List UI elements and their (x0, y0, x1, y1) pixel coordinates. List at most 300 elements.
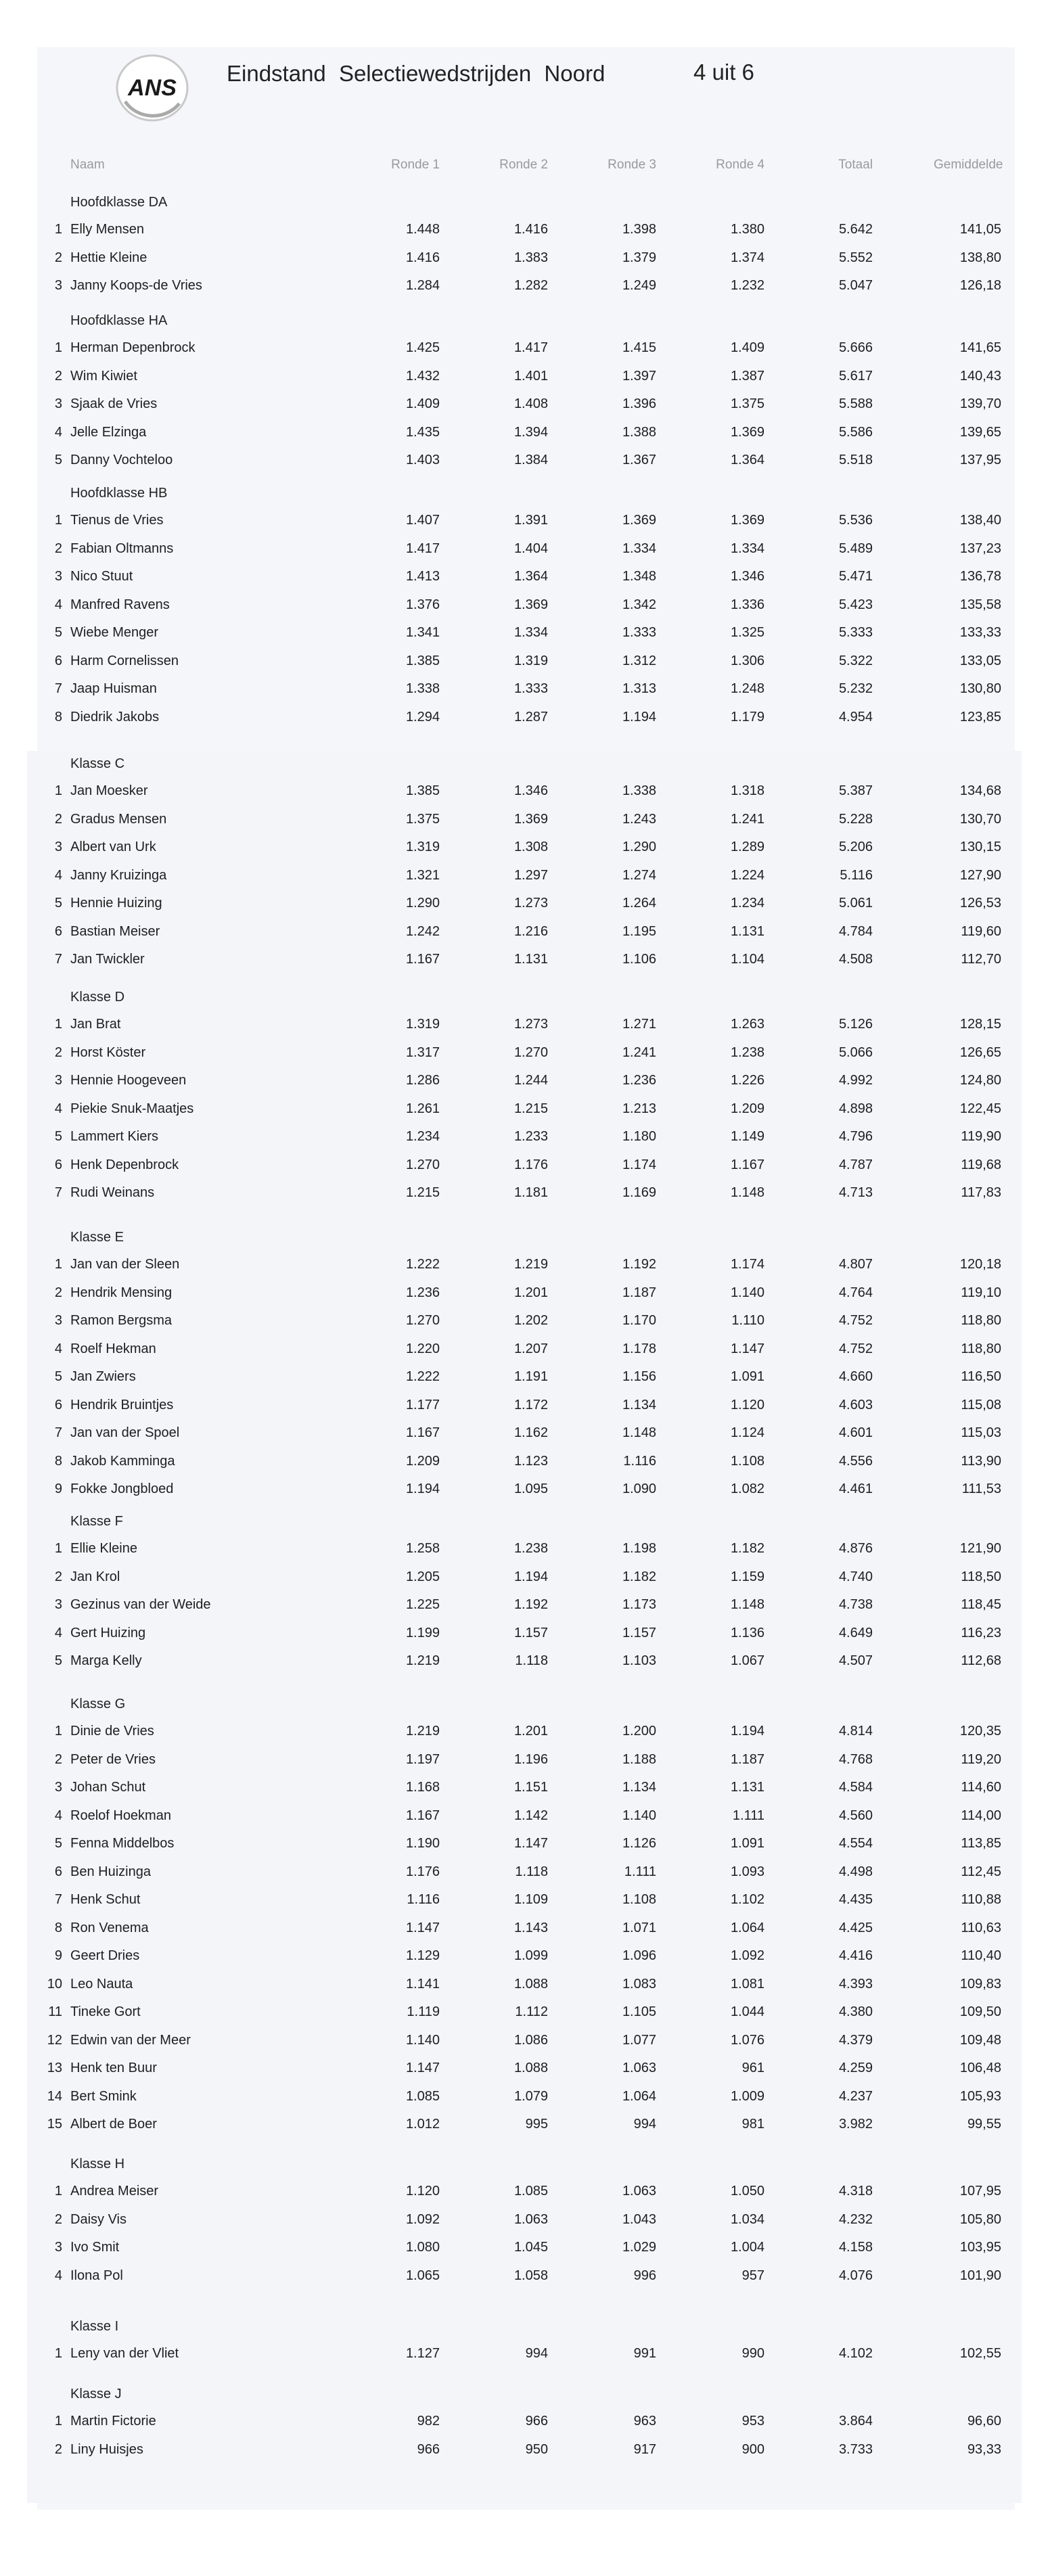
table-row (0, 1448, 1050, 1474)
table-row (0, 2437, 1050, 2462)
cell-ronde-1: 1.140 (405, 2032, 440, 2048)
cell-totaal: 5.322 (838, 653, 873, 668)
table-row (0, 273, 1050, 298)
cell-rank: 2 (54, 1569, 62, 1584)
cell-rank: 2 (54, 1751, 62, 1767)
cell-rank: 3 (54, 1597, 62, 1612)
cell-ronde-4: 1.148 (730, 1597, 764, 1612)
cell-player-name: Andrea Meiser (70, 2184, 159, 2199)
table-row (0, 1420, 1050, 1446)
cell-player-name: Ivo Smit (70, 2240, 120, 2255)
cell-ronde-1: 1.258 (405, 1541, 440, 1556)
cell-ronde-2: 1.147 (513, 1836, 548, 1851)
cell-rank: 3 (54, 396, 62, 411)
cell-ronde-1: 1.222 (405, 1369, 440, 1384)
cell-ronde-1: 1.120 (405, 2184, 440, 2199)
cell-ronde-4: 1.102 (730, 1892, 764, 1907)
cell-ronde-1: 1.319 (405, 840, 440, 854)
cell-ronde-4: 1.082 (730, 1481, 764, 1496)
cell-ronde-3: 1.338 (622, 783, 656, 798)
cell-player-name: Ben Huizinga (70, 1864, 151, 1879)
cell-ronde-4: 1.187 (730, 1751, 764, 1767)
cell-ronde-3: 1.178 (622, 1341, 656, 1356)
cell-ronde-2: 1.394 (513, 424, 548, 440)
cell-ronde-2: 1.181 (513, 1185, 548, 1200)
cell-rank: 4 (54, 1625, 62, 1640)
cell-gemiddelde: 119,68 (961, 1157, 1001, 1172)
cell-ronde-1: 1.194 (405, 1481, 440, 1496)
cell-totaal: 5.228 (838, 811, 873, 827)
cell-ronde-1: 1.425 (405, 340, 440, 355)
group-heading: Klasse E (70, 1230, 124, 1245)
cell-totaal: 4.601 (838, 1425, 873, 1440)
cell-player-name: Daisy Vis (70, 2211, 127, 2227)
cell-player-name: Marga Kelly (70, 1653, 142, 1668)
cell-rank: 3 (54, 1780, 62, 1795)
cell-ronde-3: 1.134 (622, 1780, 656, 1795)
page-title: Eindstand Selectiewedstrijden Noord (227, 61, 606, 86)
cell-ronde-1: 1.065 (405, 2268, 440, 2283)
cell-ronde-1: 1.085 (405, 2088, 440, 2104)
cell-ronde-2: 1.088 (513, 2061, 548, 2075)
cell-ronde-4: 1.387 (730, 368, 764, 384)
cell-gemiddelde: 134,68 (959, 783, 1001, 798)
cell-totaal: 5.552 (838, 250, 873, 265)
cell-gemiddelde: 122,45 (959, 1101, 1001, 1116)
group-heading: Klasse D (70, 990, 125, 1005)
cell-rank: 1 (54, 513, 62, 528)
table-row (0, 1364, 1050, 1389)
cell-rank: 2 (54, 811, 62, 827)
cell-totaal: 5.047 (838, 278, 873, 293)
table-row (0, 2055, 1050, 2081)
cell-totaal: 4.660 (838, 1369, 873, 1384)
cell-player-name: Ron Venema (70, 1920, 149, 1935)
cell-totaal: 4.158 (838, 2240, 873, 2255)
cell-rank: 5 (54, 1369, 62, 1384)
cell-totaal: 4.954 (838, 709, 873, 724)
table-row (0, 1592, 1050, 1617)
cell-player-name: Hettie Kleine (70, 250, 147, 265)
cell-totaal: 4.102 (838, 2346, 873, 2361)
cell-ronde-2: 1.416 (513, 222, 548, 237)
cell-ronde-1: 1.341 (405, 625, 440, 640)
cell-ronde-1: 1.197 (405, 1751, 440, 1767)
cell-ronde-4: 1.044 (730, 2004, 764, 2019)
table-row (0, 1308, 1050, 1333)
cell-ronde-2: 1.308 (513, 840, 548, 854)
cell-totaal: 5.206 (838, 840, 873, 854)
cell-player-name: Jan Moesker (70, 783, 148, 798)
table-row (0, 2084, 1050, 2109)
cell-rank: 4 (54, 1808, 62, 1823)
cell-gemiddelde: 109,83 (959, 1976, 1001, 1992)
cell-gemiddelde: 112,45 (961, 1864, 1001, 1879)
cell-rank: 4 (54, 1101, 62, 1116)
cell-rank: 11 (48, 2004, 62, 2019)
cell-ronde-4: 953 (741, 2414, 764, 2429)
cell-totaal: 4.752 (838, 1341, 873, 1356)
table-row (0, 2207, 1050, 2232)
table-row (0, 862, 1050, 888)
table-row (0, 890, 1050, 916)
cell-ronde-3: 1.169 (622, 1185, 656, 1200)
cell-totaal: 4.237 (838, 2088, 873, 2104)
table-row (0, 1152, 1050, 1178)
cell-gemiddelde: 119,20 (961, 1751, 1001, 1767)
cell-ronde-4: 1.380 (730, 222, 764, 237)
cell-ronde-3: 991 (633, 2346, 656, 2361)
cell-totaal: 4.649 (838, 1625, 873, 1640)
cell-ronde-2: 1.157 (513, 1625, 548, 1640)
cell-ronde-2: 1.196 (513, 1751, 548, 1767)
cell-ronde-4: 1.108 (730, 1453, 764, 1469)
cell-ronde-4: 961 (741, 2061, 764, 2075)
cell-rank: 7 (54, 681, 62, 696)
cell-ronde-3: 1.173 (622, 1597, 656, 1612)
cell-gemiddelde: 112,70 (961, 952, 1001, 967)
cell-ronde-3: 1.415 (622, 340, 656, 355)
cell-totaal: 4.259 (838, 2061, 873, 2075)
cell-player-name: Henk Depenbrock (70, 1157, 179, 1172)
cell-ronde-3: 1.108 (622, 1892, 656, 1907)
cell-ronde-3: 1.243 (622, 811, 656, 827)
cell-ronde-1: 1.167 (405, 1808, 440, 1823)
cell-ronde-1: 1.234 (405, 1129, 440, 1144)
cell-ronde-1: 1.209 (405, 1453, 440, 1469)
cell-totaal: 5.588 (838, 396, 873, 411)
cell-ronde-4: 1.318 (730, 783, 764, 798)
cell-rank: 8 (54, 709, 62, 724)
cell-totaal: 4.807 (838, 1257, 873, 1272)
cell-rank: 1 (54, 783, 62, 798)
cell-ronde-4: 1.167 (730, 1157, 764, 1172)
cell-ronde-1: 1.141 (405, 1976, 440, 1992)
cell-ronde-3: 1.333 (622, 625, 656, 640)
cell-ronde-3: 1.367 (622, 453, 656, 467)
cell-ronde-1: 1.294 (405, 709, 440, 724)
cell-ronde-4: 990 (741, 2346, 764, 2361)
cell-ronde-4: 957 (741, 2268, 764, 2283)
table-row (0, 1648, 1050, 1674)
cell-totaal: 4.380 (838, 2004, 873, 2019)
cell-gemiddelde: 109,48 (959, 2032, 1001, 2048)
cell-totaal: 5.116 (840, 867, 873, 883)
cell-gemiddelde: 140,43 (959, 368, 1001, 384)
cell-ronde-2: 1.364 (513, 569, 548, 584)
cell-ronde-2: 1.112 (515, 2004, 548, 2019)
cell-ronde-3: 1.106 (622, 952, 656, 967)
cell-totaal: 4.768 (838, 1751, 873, 1767)
cell-rank: 2 (54, 540, 62, 556)
cell-ronde-4: 1.194 (730, 1724, 764, 1739)
cell-ronde-3: 1.096 (622, 1948, 656, 1963)
cell-ronde-2: 1.192 (513, 1597, 548, 1612)
cell-gemiddelde: 120,35 (959, 1724, 1001, 1739)
cell-gemiddelde: 133,33 (959, 625, 1001, 640)
round-info: 4 uit 6 (693, 60, 754, 85)
table-row (0, 1887, 1050, 1912)
cell-player-name: Sjaak de Vries (70, 396, 158, 411)
cell-rank: 15 (47, 2117, 62, 2132)
cell-ronde-2: 1.086 (513, 2032, 548, 2048)
table-row (0, 1180, 1050, 1205)
cell-player-name: Janny Koops-de Vries (70, 278, 202, 293)
cell-ronde-3: 1.342 (622, 597, 656, 612)
table-row (0, 1392, 1050, 1418)
cell-rank: 1 (54, 1541, 62, 1556)
cell-rank: 4 (54, 867, 62, 883)
cell-player-name: Nico Stuut (70, 569, 133, 584)
cell-totaal: 4.318 (838, 2184, 873, 2199)
cell-ronde-4: 1.124 (730, 1425, 764, 1440)
cell-ronde-2: 1.123 (513, 1453, 548, 1469)
cell-player-name: Fokke Jongbloed (70, 1481, 174, 1496)
cell-ronde-4: 1.050 (730, 2184, 764, 2199)
cell-ronde-2: 1.273 (513, 1017, 548, 1032)
cell-ronde-4: 1.232 (730, 278, 764, 293)
cell-rank: 3 (54, 1073, 62, 1088)
cell-gemiddelde: 126,18 (959, 278, 1001, 293)
cell-gemiddelde: 101,90 (959, 2268, 1001, 2283)
cell-gemiddelde: 118,80 (961, 1341, 1001, 1356)
cell-ronde-3: 1.063 (622, 2184, 656, 2199)
cell-gemiddelde: 105,93 (959, 2088, 1001, 2104)
cell-ronde-1: 982 (417, 2414, 440, 2429)
cell-ronde-4: 1.111 (732, 1808, 764, 1823)
cell-ronde-2: 1.287 (513, 709, 548, 724)
cell-totaal: 4.393 (838, 1976, 873, 1992)
cell-ronde-4: 1.009 (730, 2088, 764, 2104)
cell-ronde-1: 1.092 (405, 2211, 440, 2227)
cell-ronde-2: 1.201 (513, 1724, 548, 1739)
cell-ronde-2: 1.333 (513, 681, 548, 696)
cell-rank: 2 (54, 368, 62, 384)
cell-ronde-4: 981 (741, 2117, 764, 2132)
cell-player-name: Jan Brat (70, 1017, 121, 1032)
cell-player-name: Danny Vochteloo (70, 453, 173, 467)
cell-ronde-1: 1.435 (405, 424, 440, 440)
table-row (0, 2263, 1050, 2288)
cell-ronde-3: 963 (633, 2414, 656, 2429)
cell-ronde-3: 1.274 (622, 867, 656, 883)
cell-gemiddelde: 126,65 (959, 1044, 1001, 1060)
cell-ronde-3: 1.116 (623, 1453, 656, 1469)
cell-player-name: Jakob Kamminga (70, 1453, 175, 1469)
cell-gemiddelde: 139,65 (959, 424, 1001, 440)
cell-player-name: Jan Krol (70, 1569, 120, 1584)
table-row (0, 335, 1050, 361)
cell-ronde-2: 1.391 (513, 513, 548, 528)
group-heading: Hoofdklasse DA (70, 195, 168, 210)
cell-gemiddelde: 137,95 (959, 453, 1001, 467)
cell-rank: 8 (54, 1920, 62, 1935)
cell-ronde-2: 1.273 (513, 896, 548, 911)
cell-ronde-3: 1.170 (622, 1313, 656, 1328)
cell-ronde-1: 1.286 (405, 1073, 440, 1088)
cell-gemiddelde: 130,15 (959, 840, 1001, 854)
column-header-ronde-1: Ronde 1 (391, 158, 440, 172)
cell-ronde-4: 1.149 (730, 1129, 764, 1144)
group-heading: Hoofdklasse HB (70, 486, 168, 501)
column-header-gemiddelde: Gemiddelde (934, 158, 1003, 172)
cell-ronde-2: 1.131 (513, 952, 548, 967)
cell-rank: 10 (47, 1976, 62, 1992)
cell-rank: 2 (54, 2441, 62, 2457)
cell-ronde-3: 1.198 (622, 1541, 656, 1556)
cell-totaal: 4.232 (838, 2211, 873, 2227)
cell-ronde-3: 1.369 (622, 513, 656, 528)
cell-player-name: Tineke Gort (70, 2004, 141, 2019)
cell-ronde-3: 1.264 (622, 896, 656, 911)
table-row (0, 1859, 1050, 1885)
cell-ronde-2: 1.079 (513, 2088, 548, 2104)
cell-rank: 8 (54, 1453, 62, 1469)
cell-ronde-1: 1.376 (405, 597, 440, 612)
cell-ronde-1: 1.417 (405, 540, 440, 556)
cell-player-name: Hennie Huizing (70, 896, 162, 911)
cell-ronde-4: 1.131 (730, 923, 764, 939)
cell-rank: 6 (54, 1157, 62, 1172)
cell-ronde-2: 1.095 (513, 1481, 548, 1496)
cell-gemiddelde: 119,60 (961, 923, 1001, 939)
cell-ronde-4: 1.147 (730, 1341, 764, 1356)
column-header-ronde-2: Ronde 2 (499, 158, 548, 172)
cell-gemiddelde: 110,88 (961, 1892, 1001, 1907)
cell-rank: 12 (47, 2032, 62, 2048)
cell-rank: 9 (54, 1948, 62, 1963)
cell-ronde-1: 1.176 (405, 1864, 440, 1879)
cell-player-name: Jan van der Spoel (70, 1425, 180, 1440)
cell-ronde-1: 1.385 (405, 653, 440, 668)
cell-player-name: Jan Zwiers (70, 1369, 136, 1384)
table-row (0, 919, 1050, 944)
cell-ronde-3: 1.111 (624, 1864, 656, 1879)
cell-rank: 3 (54, 840, 62, 854)
cell-player-name: Hendrik Mensing (70, 1285, 173, 1300)
cell-ronde-2: 1.319 (513, 653, 548, 668)
cell-ronde-4: 1.234 (730, 896, 764, 911)
cell-ronde-1: 1.448 (405, 222, 440, 237)
cell-ronde-2: 1.118 (515, 1653, 548, 1668)
table-row (0, 1915, 1050, 1941)
cell-ronde-1: 1.284 (405, 278, 440, 293)
cell-gemiddelde: 105,80 (959, 2211, 1001, 2227)
cell-totaal: 4.379 (838, 2032, 873, 2048)
cell-ronde-1: 1.190 (405, 1836, 440, 1851)
cell-gemiddelde: 117,83 (961, 1185, 1001, 1200)
cell-player-name: Piekie Snuk-Maatjes (70, 1101, 194, 1116)
cell-rank: 1 (54, 2414, 62, 2429)
cell-ronde-1: 1.317 (405, 1044, 440, 1060)
cell-ronde-4: 1.263 (730, 1017, 764, 1032)
cell-gemiddelde: 123,85 (959, 709, 1001, 724)
table-row (0, 1040, 1050, 1065)
cell-totaal: 5.536 (838, 513, 873, 528)
table-row (0, 1620, 1050, 1646)
table-row (0, 1536, 1050, 1561)
cell-ronde-4: 900 (741, 2441, 764, 2457)
cell-ronde-4: 1.346 (730, 569, 764, 584)
cell-ronde-4: 1.209 (730, 1101, 764, 1116)
table-row (0, 2234, 1050, 2260)
cell-player-name: Rudi Weinans (70, 1185, 155, 1200)
table-row (0, 1718, 1050, 1744)
cell-ronde-3: 1.140 (622, 1808, 656, 1823)
cell-ronde-3: 1.174 (622, 1157, 656, 1172)
cell-ronde-3: 1.249 (622, 278, 656, 293)
cell-ronde-2: 966 (525, 2414, 548, 2429)
cell-totaal: 3.982 (838, 2117, 873, 2132)
cell-ronde-2: 1.369 (513, 597, 548, 612)
cell-ronde-3: 1.388 (622, 424, 656, 440)
group-heading: Klasse H (70, 2157, 125, 2171)
cell-ronde-4: 1.131 (730, 1780, 764, 1795)
cell-rank: 1 (54, 2184, 62, 2199)
cell-gemiddelde: 138,80 (959, 250, 1001, 265)
cell-gemiddelde: 116,50 (961, 1369, 1001, 1384)
cell-player-name: Hennie Hoogeveen (70, 1073, 187, 1088)
group-heading: Klasse J (70, 2387, 122, 2401)
table-row (0, 778, 1050, 804)
cell-totaal: 4.603 (838, 1397, 873, 1412)
cell-ronde-4: 1.369 (730, 513, 764, 528)
cell-rank: 4 (54, 1341, 62, 1356)
cell-ronde-1: 1.409 (405, 396, 440, 411)
cell-player-name: Dinie de Vries (70, 1724, 154, 1739)
cell-ronde-4: 1.334 (730, 540, 764, 556)
cell-ronde-4: 1.091 (730, 1836, 764, 1851)
cell-rank: 5 (54, 625, 62, 640)
cell-rank: 4 (54, 597, 62, 612)
cell-totaal: 4.507 (838, 1653, 873, 1668)
cell-ronde-2: 1.088 (513, 1976, 548, 1992)
cell-player-name: Gert Huizing (70, 1625, 146, 1640)
cell-ronde-2: 1.270 (513, 1044, 548, 1060)
cell-ronde-4: 1.067 (730, 1653, 764, 1668)
cell-player-name: Hendrik Bruintjes (70, 1397, 174, 1412)
cell-rank: 3 (54, 569, 62, 584)
cell-totaal: 4.560 (838, 1808, 873, 1823)
table-row (0, 216, 1050, 242)
cell-gemiddelde: 118,45 (961, 1597, 1001, 1612)
cell-rank: 5 (54, 1836, 62, 1851)
cell-ronde-3: 1.182 (622, 1569, 656, 1584)
cell-player-name: Bastian Meiser (70, 923, 160, 939)
cell-rank: 2 (54, 1285, 62, 1300)
cell-ronde-4: 1.174 (730, 1257, 764, 1272)
table-row (0, 536, 1050, 561)
cell-ronde-1: 1.321 (405, 867, 440, 883)
cell-totaal: 5.518 (838, 453, 873, 467)
cell-ronde-3: 1.187 (622, 1285, 656, 1300)
cell-ronde-3: 1.148 (622, 1425, 656, 1440)
cell-gemiddelde: 102,55 (959, 2346, 1001, 2361)
cell-ronde-2: 1.233 (513, 1129, 548, 1144)
cell-player-name: Roelof Hoekman (70, 1808, 171, 1823)
table-row (0, 564, 1050, 589)
cell-gemiddelde: 114,00 (961, 1808, 1001, 1823)
cell-player-name: Bert Smink (70, 2088, 137, 2104)
cell-totaal: 4.752 (838, 1313, 873, 1328)
cell-totaal: 4.584 (838, 1780, 873, 1795)
cell-ronde-2: 1.063 (513, 2211, 548, 2227)
cell-totaal: 4.784 (838, 923, 873, 939)
cell-rank: 5 (54, 896, 62, 911)
column-header-name: Naam (70, 158, 105, 172)
cell-gemiddelde: 128,15 (959, 1017, 1001, 1032)
cell-ronde-4: 1.375 (730, 396, 764, 411)
